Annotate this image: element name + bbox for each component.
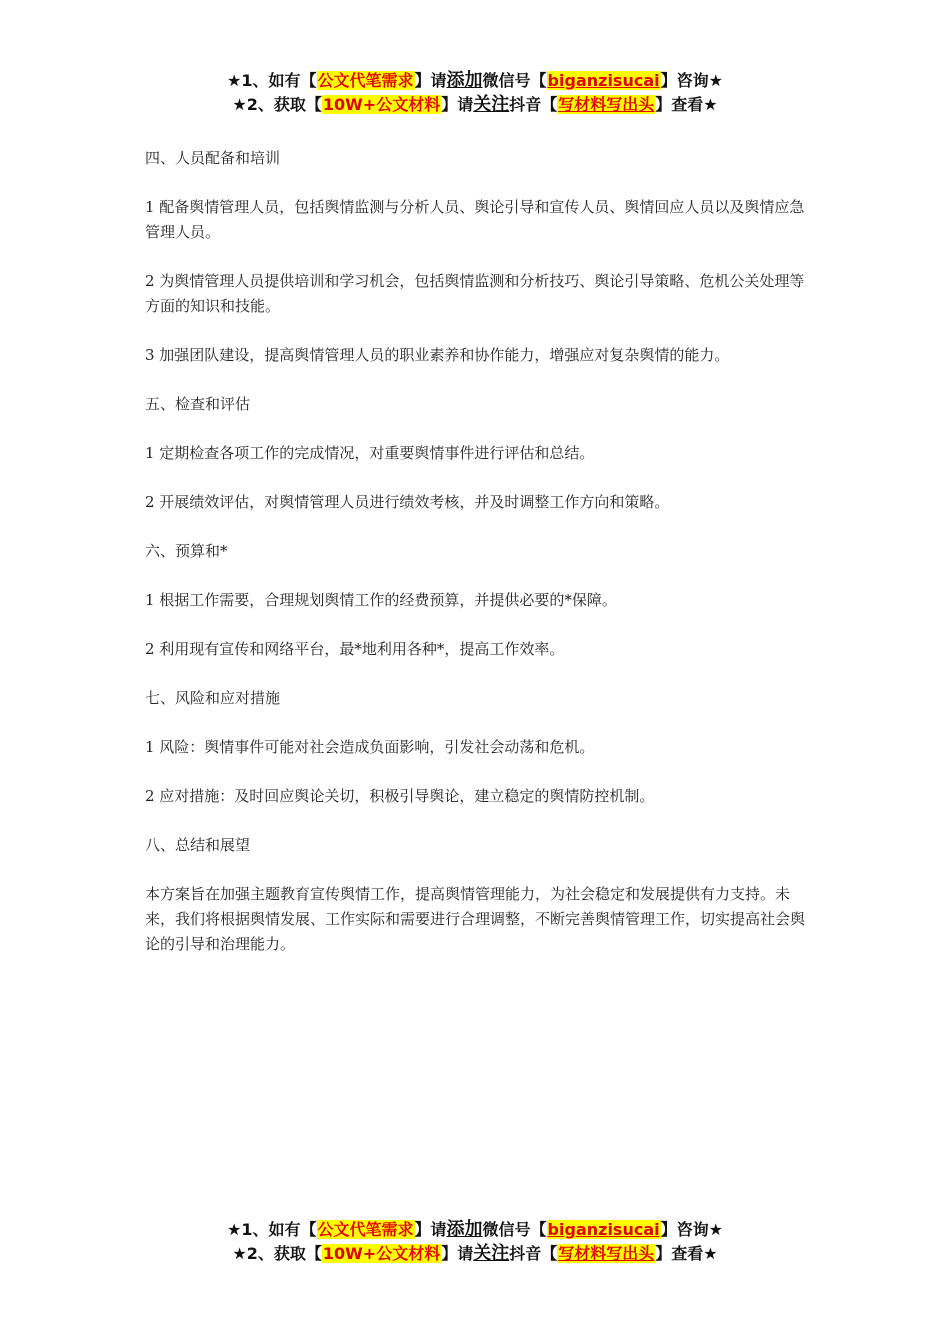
document-body	[145, 146, 805, 981]
header-banner	[0, 69, 950, 117]
paragraph: 2 开展绩效评估，对舆情管理人员进行绩效考核，并及时调整工作方向和策略。	[145, 493, 670, 511]
banner-line-1: ★1、如有【公文代笔需求】请添加微信号【biganzisucai】咨询★	[227, 70, 723, 91]
paragraph: 2 应对措施：及时回应舆论关切，积极引导舆论，建立稳定的舆情防控机制。	[145, 787, 655, 805]
paragraph: 本方案旨在加强主题教育宣传舆情工作，提高舆情管理能力，为社会稳定和发展提供有力支持。未来，我们将根据舆情发展、工作实际和需要进行合理调整，不断完善舆情管理工作，切实提高社会舆论的引导和治理能力。	[145, 885, 806, 953]
highlight-service: 公文代笔需求	[317, 1220, 414, 1239]
emphasis-add: 添加	[446, 1219, 483, 1240]
wechat-id[interactable]: biganzisucai	[547, 1220, 660, 1239]
highlight-materials: 10W+公文材料	[322, 95, 441, 114]
douyin-account[interactable]: 写材料写出头	[558, 95, 655, 114]
paragraph: 1 定期检查各项工作的完成情况，对重要舆情事件进行评估和总结。	[145, 444, 595, 462]
paragraph: 1 配备舆情管理人员，包括舆情监测与分析人员、舆论引导和宣传人员、舆情回应人员以及舆情应急管理人员。	[145, 198, 805, 241]
emphasis-follow: 关注	[473, 1243, 510, 1264]
section-heading: 六、预算和*	[145, 542, 228, 560]
paragraph: 2 利用现有宣传和网络平台，最*地利用各种*，提高工作效率。	[145, 640, 565, 658]
paragraph: 2 为舆情管理人员提供培训和学习机会，包括舆情监测和分析技巧、舆论引导策略、危机公关处理等方面的知识和技能。	[145, 272, 805, 315]
section-heading: 八、总结和展望	[145, 836, 251, 854]
section-heading: 五、检查和评估	[145, 395, 251, 413]
highlight-service: 公文代笔需求	[317, 71, 414, 90]
wechat-id[interactable]: biganzisucai	[547, 71, 660, 90]
banner-line-1: ★1、如有【公文代笔需求】请添加微信号【biganzisucai】咨询★	[227, 1219, 723, 1240]
highlight-materials: 10W+公文材料	[322, 1244, 441, 1263]
footer-banner	[0, 1218, 950, 1266]
banner-line-2: ★2、获取【10W+公文材料】请关注抖音【写材料写出头】查看★	[232, 94, 718, 115]
emphasis-add: 添加	[446, 70, 483, 91]
douyin-account[interactable]: 写材料写出头	[558, 1244, 655, 1263]
section-heading: 七、风险和应对措施	[145, 689, 281, 707]
emphasis-follow: 关注	[473, 94, 510, 115]
paragraph: 3 加强团队建设，提高舆情管理人员的职业素养和协作能力，增强应对复杂舆情的能力。	[145, 346, 730, 364]
paragraph: 1 根据工作需要，合理规划舆情工作的经费预算，并提供必要的*保障。	[145, 591, 617, 609]
banner-line-2: ★2、获取【10W+公文材料】请关注抖音【写材料写出头】查看★	[232, 1243, 718, 1264]
section-heading: 四、人员配备和培训	[145, 149, 281, 167]
paragraph: 1 风险：舆情事件可能对社会造成负面影响，引发社会动荡和危机。	[145, 738, 595, 756]
